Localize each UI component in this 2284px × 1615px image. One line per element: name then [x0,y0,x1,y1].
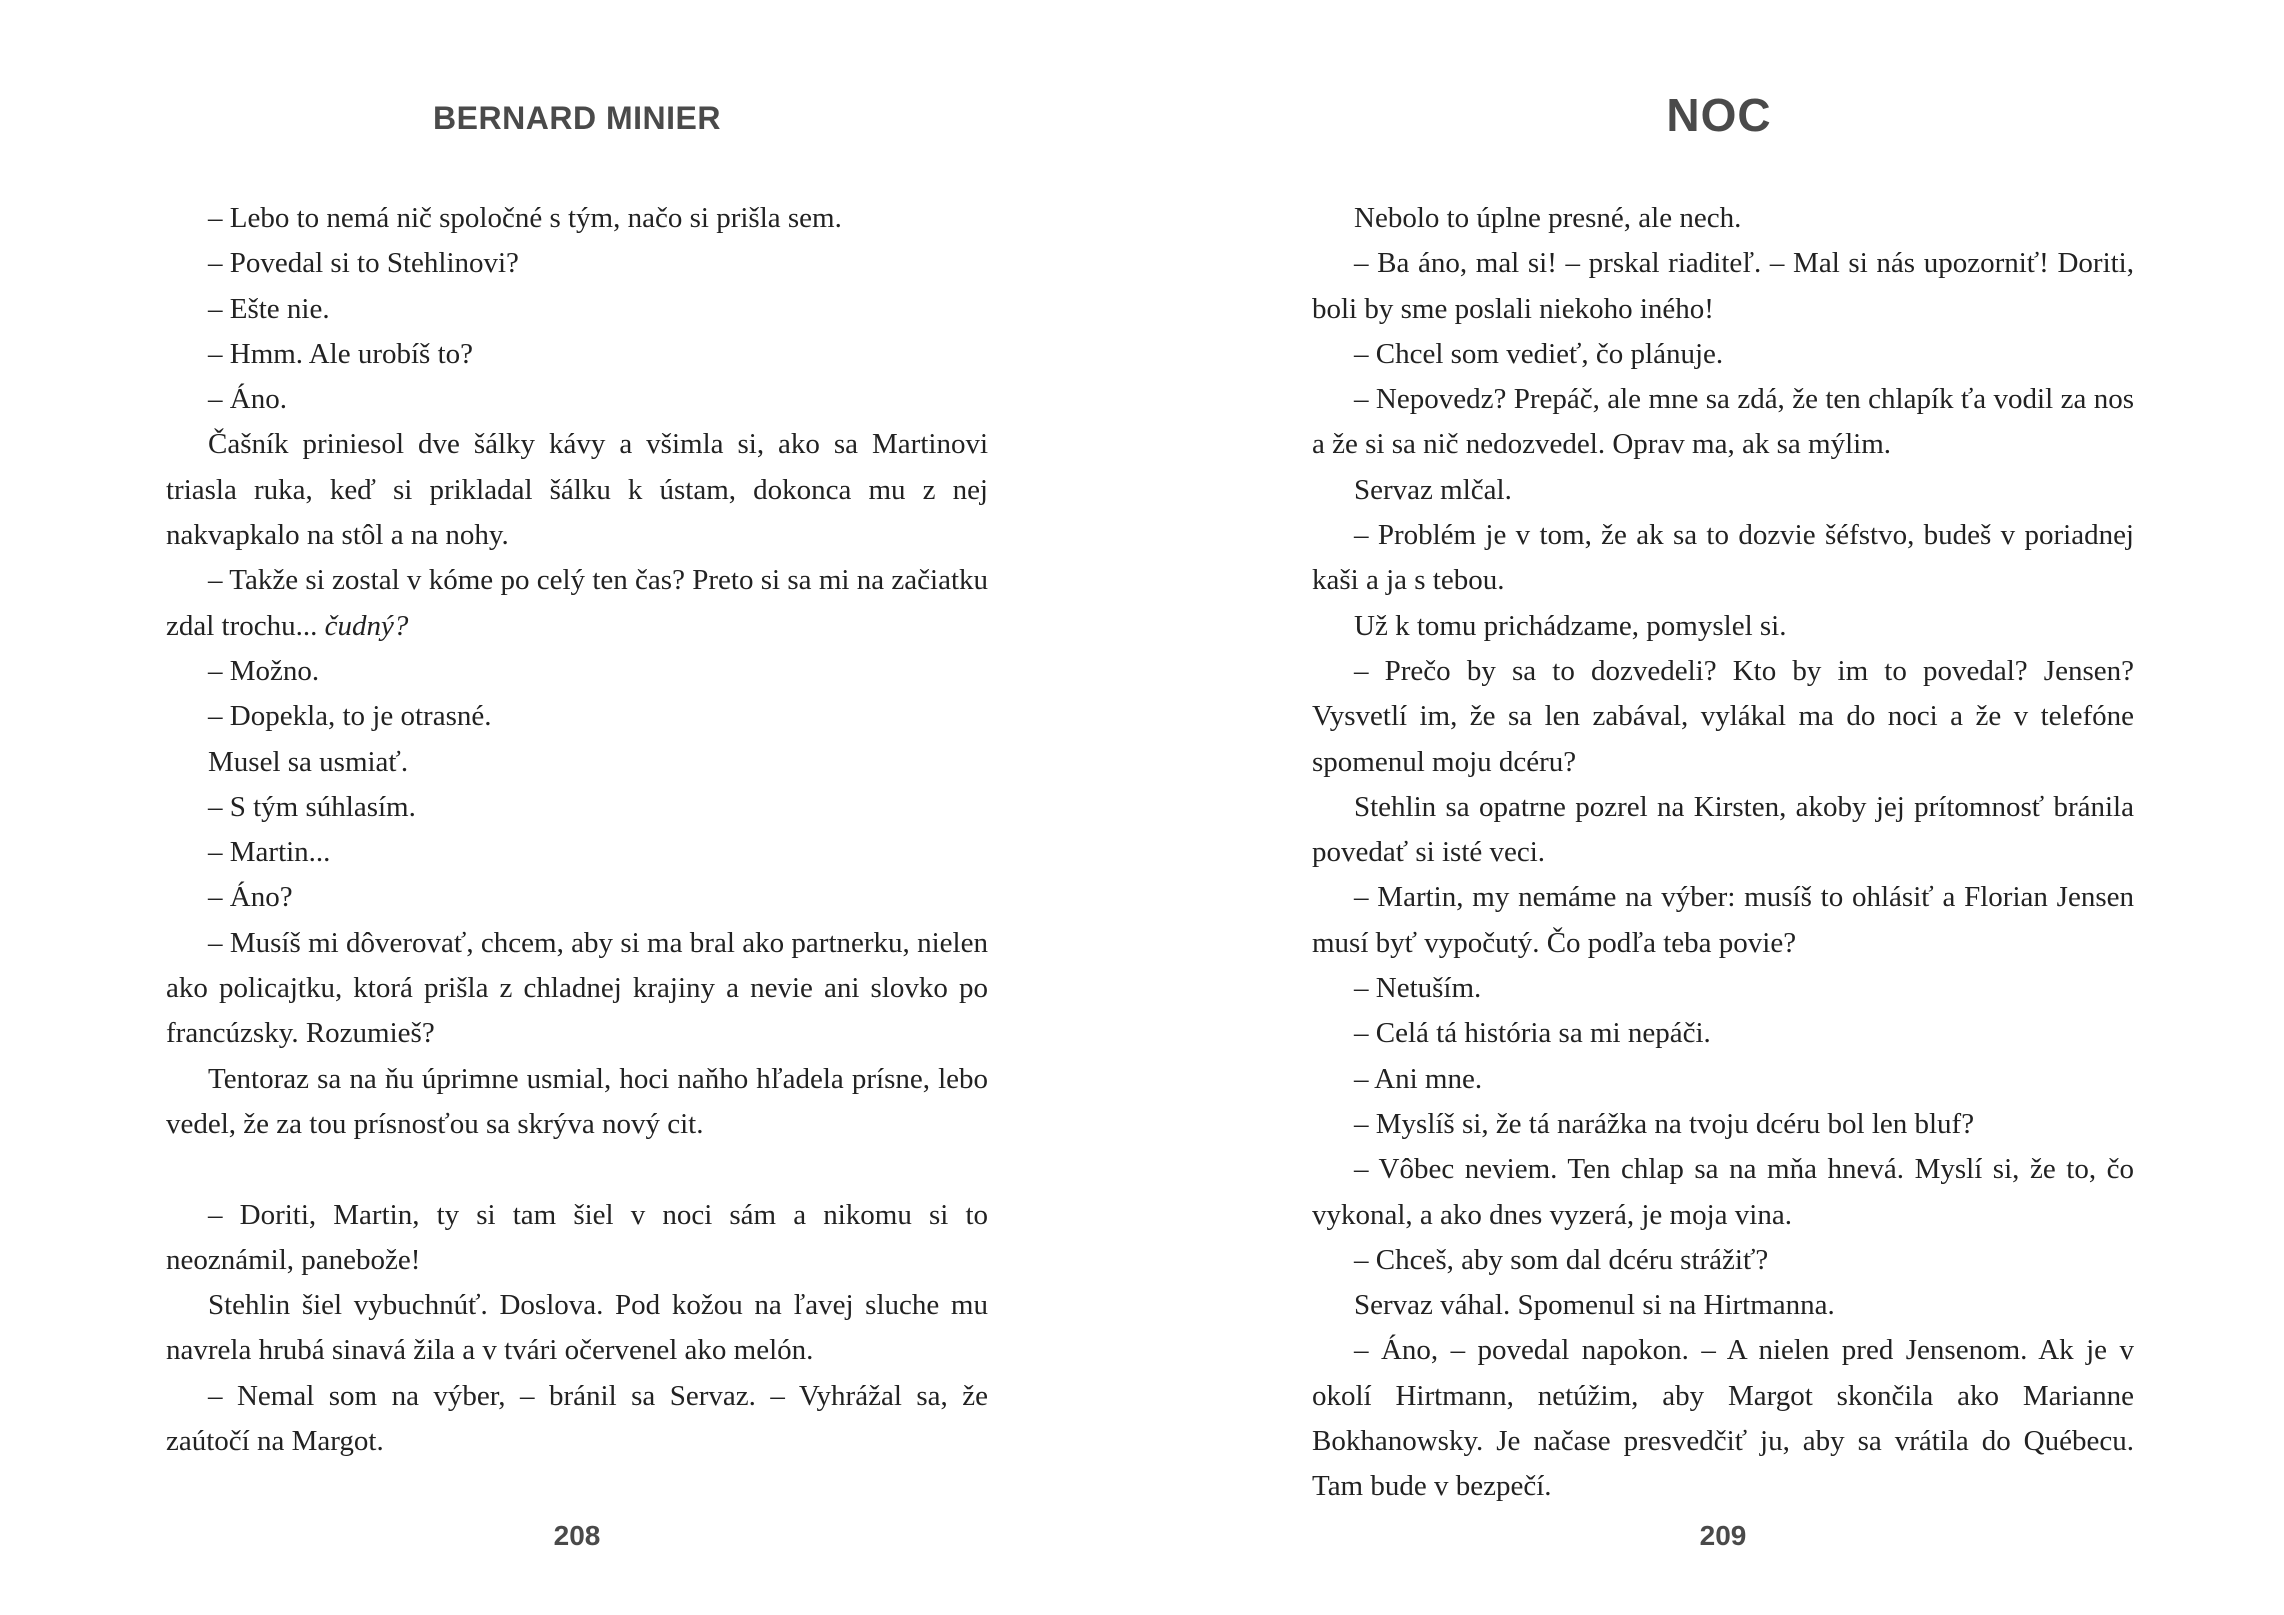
paragraph [166,558,988,649]
paragraph: Musel sa usmiať. [208,745,409,778]
paragraph: – Martin, my nemáme na výber: musíš to ohlásiť a Florian Jensen musí byť vypočutý. Čo podľa teba povie? [1312,881,2134,959]
paragraph: – Ani mne. [1354,1062,1483,1095]
paragraph: Stehlin šiel vybuchnúť. Doslova. Pod kožou na ľavej sluche mu navrela hrubá sinavá žila a v tvári očervenel ako melón. [166,1289,988,1367]
paragraph: – Martin... [208,836,331,869]
paragraph: – Musíš mi dôverovať, chcem, aby si ma bral ako partnerku, nielen ako policajtku, ktorá prišla z chladnej krajiny a nevie ani slovko po francúzsky. Rozumieš? [166,926,988,1050]
paragraph: – Celá tá história sa mi nepáči. [1354,1017,1711,1050]
right-page-text [1312,196,2134,1510]
paragraph: Už k tomu prichádzame, pomyslel si. [1354,609,1787,642]
paragraph: – Chcel som vedieť, čo plánuje. [1354,337,1724,370]
paragraph: – Nepovedz? Prepáč, ale mne sa zdá, že ten chlapík ťa vodil za nos a že si sa nič nedozvedel. Oprav ma, ak sa mýlim. [1312,383,2134,461]
italic-word: čudný? [324,609,409,642]
paragraph: – Možno. [208,654,320,687]
paragraph: – S tým súhlasím. [208,790,416,823]
paragraph: – Ešte nie. [208,292,330,325]
paragraph: – Vôbec neviem. Ten chlap sa na mňa hnevá. Myslí si, že to, čo vykonal, a ako dnes vyzerá, je moja vina. [1312,1153,2134,1231]
paragraph: Nebolo to úplne presné, ale nech. [1354,202,1742,234]
paragraph: – Áno, – povedal napokon. – A nielen pred Jensenom. Ak je v okolí Hirtmann, netúžim, aby Margot skončila ako Marianne Bokhanowsky. Je načase presvedčiť ju, aby sa vrátila do Québecu. Tam bude v bezpečí. [1312,1334,2134,1503]
paragraph: – Prečo by sa to dozvedeli? Kto by im to povedal? Jensen? Vysvetlí im, že sa len zabával, vylákal ma do noci a že v telefóne spomenul moju dcéru? [1312,654,2134,778]
page-number: 209 [1699,1520,1747,1551]
paragraph-text: – Takže si zostal v kóme po celý ten čas? Preto si sa mi na začiatku zdal trochu... [166,564,988,642]
paragraph: – Doriti, Martin, ty si tam šiel v noci sám a nikomu si to neoznámil, panebože! [166,1198,988,1276]
section-break [166,1147,988,1192]
paragraph: – Problém je v tom, že ak sa to dozvie šéfstvo, budeš v poriadnej kaši a ja s tebou. [1312,519,2134,597]
right-page [1142,0,2284,1615]
paragraph: – Myslíš si, že tá narážka na tvoju dcéru bol len bluf? [1354,1107,1975,1140]
paragraph: – Povedal si to Stehlinovi? [208,247,519,280]
paragraph: Čašník priniesol dve šálky kávy a všimla si, ako sa Martinovi triasla ruka, keď si prikladal šálku k ústam, dokonca mu z nej nakvapkalo na stôl a na nohy. [166,428,988,552]
paragraph: – Netuším. [1354,972,1482,1005]
paragraph: – Áno? [208,881,293,914]
paragraph: – Áno. [208,383,287,416]
paragraph: Stehlin sa opatrne pozrel na Kirsten, akoby jej prítomnosť bránila povedať si isté veci. [1312,790,2134,869]
paragraph: Servaz váhal. Spomenul si na Hirtmanna. [1354,1289,1835,1322]
paragraph: – Chceš, aby som dal dcéru strážiť? [1354,1243,1769,1276]
running-head-author: BERNARD MINIER [433,100,721,136]
paragraph: – Nemal som na výber, – bránil sa Servaz. – Vyhrážal sa, že zaútočí na Margot. [166,1379,988,1458]
paragraph: – Ba áno, mal si! – prskal riaditeľ. – Mal si nás upozorniť! Doriti, boli by sme poslali niekoho iného! [1312,247,2134,325]
paragraph: – Dopekla, to je otrasné. [208,700,492,733]
running-head-title: NOC [1666,89,1772,141]
paragraph: – Hmm. Ale urobíš to? [208,337,474,370]
page-number: 208 [553,1520,601,1551]
left-page-text [166,196,988,1464]
paragraph: Tentoraz sa na ňu úprimne usmial, hoci naňho hľadela prísne, lebo vedel, že za tou prísnosťou sa skrýva nový cit. [166,1062,988,1140]
paragraph: – Lebo to nemá nič spoločné s tým, načo si prišla sem. [208,202,842,234]
paragraph: Servaz mlčal. [1354,473,1512,506]
